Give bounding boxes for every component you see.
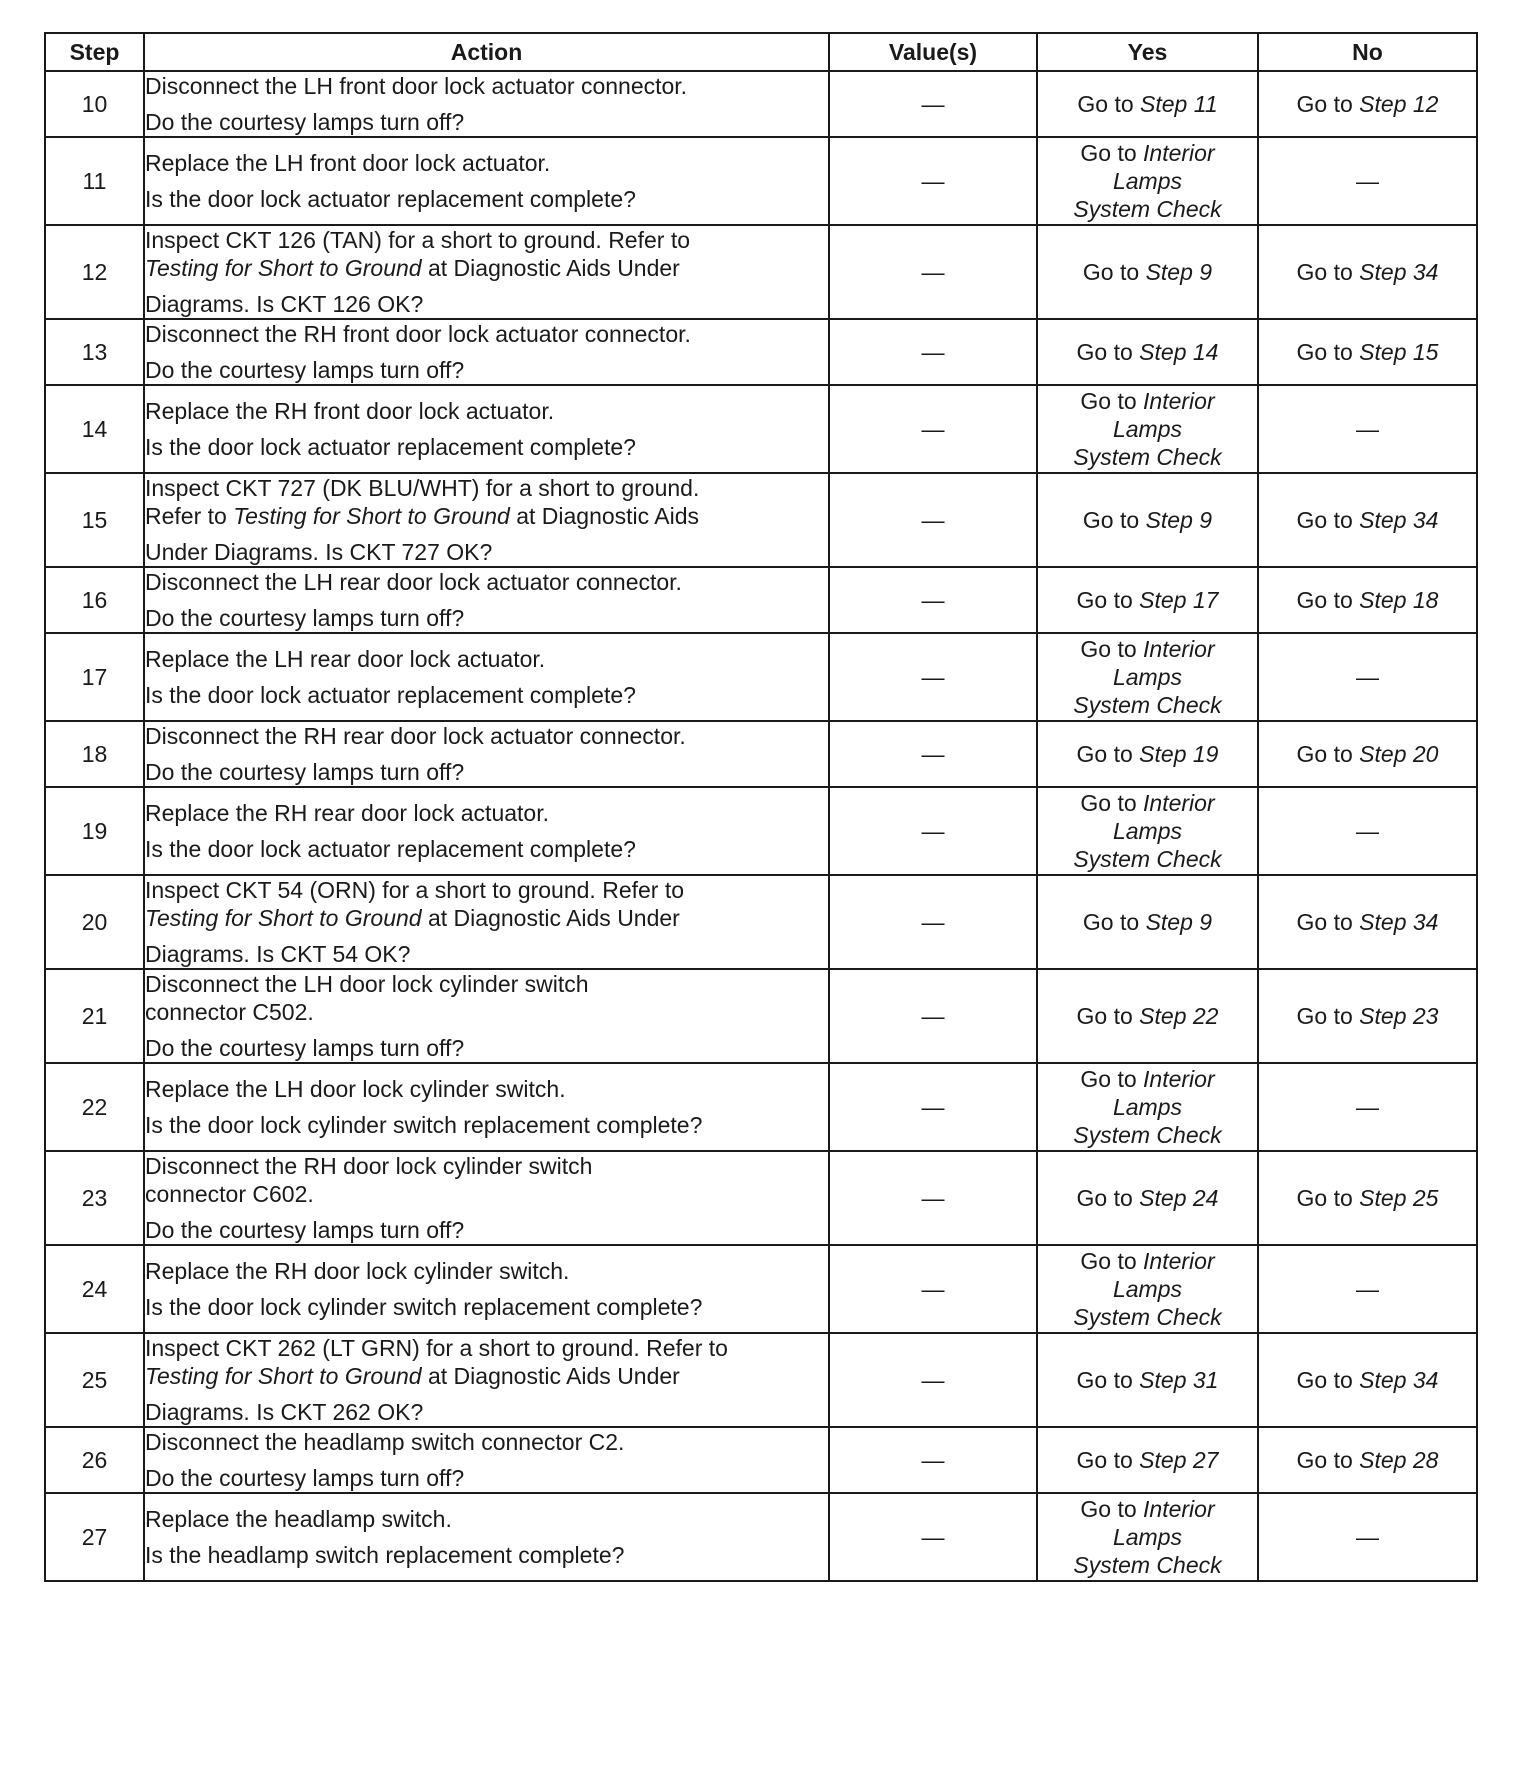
header-action: Action — [144, 33, 829, 71]
goto-reference: Step 14 — [1139, 339, 1219, 365]
value-dash: — — [829, 1427, 1037, 1493]
goto-prefix: Go to — [1296, 1003, 1360, 1029]
action-fragment: Inspect CKT 727 (DK BLU/WHT) for a short to ground. — [145, 475, 700, 501]
header-yes: Yes — [1037, 33, 1258, 71]
action-line — [145, 1334, 828, 1362]
step-number: 16 — [45, 567, 144, 633]
no-action — [1258, 71, 1477, 137]
action-fragment: at Diagnostic Aids — [509, 503, 700, 529]
action-line: Replace the LH door lock cylinder switch. — [145, 1076, 566, 1102]
goto-reference: System Check — [1073, 846, 1222, 872]
no-action — [1258, 875, 1477, 969]
action-fragment: at Diagnostic Aids Under — [421, 1363, 680, 1389]
value-dash: — — [829, 1333, 1037, 1427]
action-line: Disconnect the LH door lock cylinder switch — [145, 971, 589, 997]
goto-reference: Step 19 — [1139, 741, 1219, 767]
yes-action — [1037, 1333, 1258, 1427]
action-text — [144, 1333, 829, 1427]
yes-action — [1037, 787, 1258, 875]
goto-reference: Step 34 — [1359, 259, 1439, 285]
step-number: 22 — [45, 1063, 144, 1151]
value-dash: — — [829, 137, 1037, 225]
yes-action — [1037, 567, 1258, 633]
action-fragment: at Diagnostic Aids Under — [421, 255, 680, 281]
table-row — [45, 385, 1477, 473]
no-action: — — [1258, 1063, 1477, 1151]
yes-action — [1037, 71, 1258, 137]
action-text — [144, 1427, 829, 1493]
action-line: Under Diagrams. Is CKT 727 OK? — [145, 539, 493, 565]
action-line: Replace the LH front door lock actuator. — [145, 150, 551, 176]
goto-prefix: Go to — [1296, 1367, 1360, 1393]
action-line: Do the courtesy lamps turn off? — [145, 759, 465, 785]
goto-prefix: Go to — [1080, 790, 1144, 816]
goto-prefix: Go to — [1080, 388, 1144, 414]
table-row — [45, 969, 1477, 1063]
goto-reference: Interior — [1143, 636, 1215, 662]
action-line: Diagrams. Is CKT 126 OK? — [145, 291, 424, 317]
goto-reference: Step 34 — [1359, 507, 1439, 533]
action-text — [144, 1493, 829, 1581]
goto-prefix: Go to — [1076, 339, 1140, 365]
action-line: Disconnect the LH rear door lock actuator connector. — [145, 569, 682, 595]
action-line — [145, 904, 828, 932]
table-row — [45, 137, 1477, 225]
value-dash: — — [829, 71, 1037, 137]
header-step: Step — [45, 33, 144, 71]
goto-reference: Step 11 — [1140, 91, 1218, 117]
value-dash: — — [829, 319, 1037, 385]
step-number: 11 — [45, 137, 144, 225]
action-text — [144, 137, 829, 225]
table-row — [45, 1333, 1477, 1427]
action-text — [144, 969, 829, 1063]
step-number: 14 — [45, 385, 144, 473]
header-values: Value(s) — [829, 33, 1037, 71]
step-number: 26 — [45, 1427, 144, 1493]
goto-reference: Step 12 — [1359, 91, 1439, 117]
no-action — [1258, 567, 1477, 633]
action-line: Is the headlamp switch replacement complete? — [145, 1542, 625, 1568]
action-line — [145, 876, 828, 904]
goto-prefix: Go to — [1296, 741, 1360, 767]
action-line: Is the door lock cylinder switch replacement complete? — [145, 1112, 703, 1138]
action-line: Is the door lock actuator replacement complete? — [145, 434, 636, 460]
action-line: Diagrams. Is CKT 54 OK? — [145, 941, 411, 967]
action-fragment: Inspect CKT 262 (LT GRN) for a short to ground. Refer to — [145, 1335, 728, 1361]
step-number: 20 — [45, 875, 144, 969]
table-row — [45, 1493, 1477, 1581]
action-line: Do the courtesy lamps turn off? — [145, 109, 465, 135]
goto-reference: Step 24 — [1139, 1185, 1219, 1211]
action-line: Do the courtesy lamps turn off? — [145, 1035, 465, 1061]
table-row — [45, 721, 1477, 787]
no-action — [1258, 969, 1477, 1063]
goto-prefix: Go to — [1076, 587, 1140, 613]
reference-title: Testing for Short to Ground — [145, 255, 422, 281]
action-line — [145, 1362, 828, 1390]
goto-prefix: Go to — [1080, 1496, 1144, 1522]
goto-prefix: Go to — [1296, 91, 1360, 117]
action-text — [144, 1063, 829, 1151]
goto-reference: Interior — [1143, 140, 1215, 166]
table-row — [45, 567, 1477, 633]
table-row — [45, 225, 1477, 319]
action-line: Disconnect the RH rear door lock actuator connector. — [145, 723, 686, 749]
goto-reference: Step 34 — [1359, 1367, 1439, 1393]
value-dash: — — [829, 787, 1037, 875]
action-line: Is the door lock actuator replacement complete? — [145, 682, 636, 708]
goto-reference: System Check — [1073, 196, 1222, 222]
step-number: 27 — [45, 1493, 144, 1581]
goto-reference: Step 15 — [1359, 339, 1439, 365]
goto-reference: System Check — [1073, 444, 1222, 470]
action-line: Disconnect the LH front door lock actuator connector. — [145, 73, 688, 99]
goto-prefix: Go to — [1076, 1367, 1140, 1393]
value-dash: — — [829, 875, 1037, 969]
goto-reference: Interior — [1143, 790, 1215, 816]
yes-action — [1037, 473, 1258, 567]
no-action: — — [1258, 137, 1477, 225]
action-line: Disconnect the headlamp switch connector C2. — [145, 1429, 625, 1455]
goto-reference: Lamps — [1112, 416, 1183, 442]
no-action: — — [1258, 633, 1477, 721]
goto-reference: System Check — [1073, 1552, 1222, 1578]
yes-action — [1037, 875, 1258, 969]
goto-prefix: Go to — [1080, 1248, 1144, 1274]
value-dash: — — [829, 1493, 1037, 1581]
action-line: Replace the RH front door lock actuator. — [145, 398, 555, 424]
action-text — [144, 385, 829, 473]
table-row — [45, 1063, 1477, 1151]
goto-prefix: Go to — [1296, 507, 1360, 533]
action-line: Is the door lock actuator replacement complete? — [145, 186, 636, 212]
goto-prefix: Go to — [1296, 339, 1360, 365]
action-text — [144, 633, 829, 721]
goto-reference: System Check — [1073, 1122, 1222, 1148]
action-line: Replace the RH rear door lock actuator. — [145, 800, 549, 826]
action-line: connector C502. — [145, 999, 314, 1025]
goto-prefix: Go to — [1077, 91, 1141, 117]
action-text — [144, 225, 829, 319]
action-line: Replace the RH door lock cylinder switch. — [145, 1258, 570, 1284]
action-line: Do the courtesy lamps turn off? — [145, 357, 465, 383]
goto-prefix: Go to — [1296, 259, 1360, 285]
yes-action — [1037, 385, 1258, 473]
yes-action — [1037, 1493, 1258, 1581]
goto-reference: Step 31 — [1139, 1367, 1219, 1393]
action-line: Diagrams. Is CKT 262 OK? — [145, 1399, 424, 1425]
goto-reference: Step 20 — [1359, 741, 1439, 767]
goto-reference: Lamps — [1112, 818, 1183, 844]
action-line — [145, 502, 828, 530]
yes-action — [1037, 225, 1258, 319]
goto-reference: Step 25 — [1359, 1185, 1439, 1211]
step-number: 23 — [45, 1151, 144, 1245]
no-action — [1258, 1333, 1477, 1427]
goto-reference: System Check — [1073, 692, 1222, 718]
goto-reference: Step 34 — [1359, 909, 1439, 935]
value-dash: — — [829, 721, 1037, 787]
value-dash: — — [829, 633, 1037, 721]
goto-reference: Lamps — [1112, 1524, 1183, 1550]
step-number: 10 — [45, 71, 144, 137]
action-line — [145, 226, 828, 254]
step-number: 19 — [45, 787, 144, 875]
value-dash: — — [829, 1063, 1037, 1151]
action-text — [144, 875, 829, 969]
goto-reference: Step 9 — [1145, 909, 1213, 935]
step-number: 15 — [45, 473, 144, 567]
goto-reference: Step 17 — [1139, 587, 1219, 613]
no-action: — — [1258, 1493, 1477, 1581]
table-row — [45, 473, 1477, 567]
value-dash: — — [829, 567, 1037, 633]
goto-prefix: Go to — [1296, 587, 1360, 613]
yes-action — [1037, 1151, 1258, 1245]
action-line: Disconnect the RH door lock cylinder switch — [145, 1153, 593, 1179]
table-row — [45, 875, 1477, 969]
yes-action — [1037, 1245, 1258, 1333]
goto-prefix: Go to — [1080, 140, 1144, 166]
goto-reference: Lamps — [1112, 1276, 1183, 1302]
step-number: 18 — [45, 721, 144, 787]
action-fragment: at Diagnostic Aids Under — [421, 905, 680, 931]
goto-reference: Step 18 — [1359, 587, 1439, 613]
goto-prefix: Go to — [1296, 1447, 1360, 1473]
step-number: 24 — [45, 1245, 144, 1333]
action-line — [145, 474, 828, 502]
goto-prefix: Go to — [1076, 741, 1140, 767]
action-line: Replace the headlamp switch. — [145, 1506, 452, 1532]
yes-action — [1037, 319, 1258, 385]
step-number: 25 — [45, 1333, 144, 1427]
no-action — [1258, 319, 1477, 385]
no-action — [1258, 1427, 1477, 1493]
table-body — [45, 71, 1477, 1581]
goto-prefix: Go to — [1076, 1185, 1140, 1211]
action-fragment: Inspect CKT 54 (ORN) for a short to ground. Refer to — [145, 877, 685, 903]
action-text — [144, 1151, 829, 1245]
diagnostic-table — [44, 32, 1478, 1582]
table-row — [45, 1151, 1477, 1245]
action-line: connector C602. — [145, 1181, 314, 1207]
value-dash: — — [829, 1245, 1037, 1333]
action-text — [144, 1245, 829, 1333]
no-action — [1258, 721, 1477, 787]
goto-prefix: Go to — [1076, 1447, 1140, 1473]
step-number: 17 — [45, 633, 144, 721]
action-line: Disconnect the RH front door lock actuator connector. — [145, 321, 691, 347]
goto-reference: Interior — [1143, 388, 1215, 414]
action-line — [145, 254, 828, 282]
goto-prefix: Go to — [1082, 909, 1146, 935]
action-text — [144, 71, 829, 137]
yes-action — [1037, 721, 1258, 787]
goto-reference: Lamps — [1112, 168, 1183, 194]
goto-prefix: Go to — [1082, 507, 1146, 533]
header-row — [45, 33, 1477, 71]
goto-reference: Step 22 — [1139, 1003, 1219, 1029]
reference-title: Testing for Short to Ground — [145, 1363, 422, 1389]
yes-action — [1037, 137, 1258, 225]
action-line: Is the door lock actuator replacement complete? — [145, 836, 636, 862]
yes-action — [1037, 969, 1258, 1063]
value-dash: — — [829, 385, 1037, 473]
action-fragment: Refer to — [145, 503, 234, 529]
step-number: 12 — [45, 225, 144, 319]
goto-prefix: Go to — [1082, 259, 1146, 285]
value-dash: — — [829, 969, 1037, 1063]
goto-reference: Interior — [1143, 1248, 1215, 1274]
yes-action — [1037, 1063, 1258, 1151]
value-dash: — — [829, 473, 1037, 567]
goto-reference: Lamps — [1112, 1094, 1183, 1120]
goto-prefix: Go to — [1296, 909, 1360, 935]
no-action: — — [1258, 385, 1477, 473]
table-row — [45, 319, 1477, 385]
no-action — [1258, 1151, 1477, 1245]
action-line: Do the courtesy lamps turn off? — [145, 1217, 465, 1243]
action-line: Is the door lock cylinder switch replacement complete? — [145, 1294, 703, 1320]
no-action — [1258, 473, 1477, 567]
yes-action — [1037, 1427, 1258, 1493]
action-text — [144, 787, 829, 875]
goto-reference: Lamps — [1112, 664, 1183, 690]
action-text — [144, 567, 829, 633]
goto-reference: Step 28 — [1359, 1447, 1439, 1473]
goto-reference: Step 27 — [1139, 1447, 1219, 1473]
table-row — [45, 787, 1477, 875]
goto-reference: Interior — [1143, 1066, 1215, 1092]
action-fragment: Inspect CKT 126 (TAN) for a short to ground. Refer to — [145, 227, 691, 253]
action-text — [144, 721, 829, 787]
goto-prefix: Go to — [1076, 1003, 1140, 1029]
action-line: Do the courtesy lamps turn off? — [145, 1465, 465, 1491]
goto-prefix: Go to — [1080, 1066, 1144, 1092]
table-row — [45, 1427, 1477, 1493]
action-line: Do the courtesy lamps turn off? — [145, 605, 465, 631]
reference-title: Testing for Short to Ground — [233, 503, 510, 529]
value-dash: — — [829, 225, 1037, 319]
goto-reference: Step 9 — [1145, 259, 1213, 285]
goto-reference: Step 23 — [1359, 1003, 1439, 1029]
goto-reference: Step 9 — [1145, 507, 1213, 533]
header-no: No — [1258, 33, 1477, 71]
step-number: 13 — [45, 319, 144, 385]
yes-action — [1037, 633, 1258, 721]
reference-title: Testing for Short to Ground — [145, 905, 422, 931]
no-action: — — [1258, 787, 1477, 875]
table-row — [45, 71, 1477, 137]
no-action: — — [1258, 1245, 1477, 1333]
goto-reference: System Check — [1073, 1304, 1222, 1330]
action-line: Replace the LH rear door lock actuator. — [145, 646, 546, 672]
goto-prefix: Go to — [1296, 1185, 1360, 1211]
table-row — [45, 633, 1477, 721]
step-number: 21 — [45, 969, 144, 1063]
goto-prefix: Go to — [1080, 636, 1144, 662]
action-text — [144, 319, 829, 385]
goto-reference: Interior — [1143, 1496, 1215, 1522]
action-text — [144, 473, 829, 567]
no-action — [1258, 225, 1477, 319]
value-dash: — — [829, 1151, 1037, 1245]
table-row — [45, 1245, 1477, 1333]
